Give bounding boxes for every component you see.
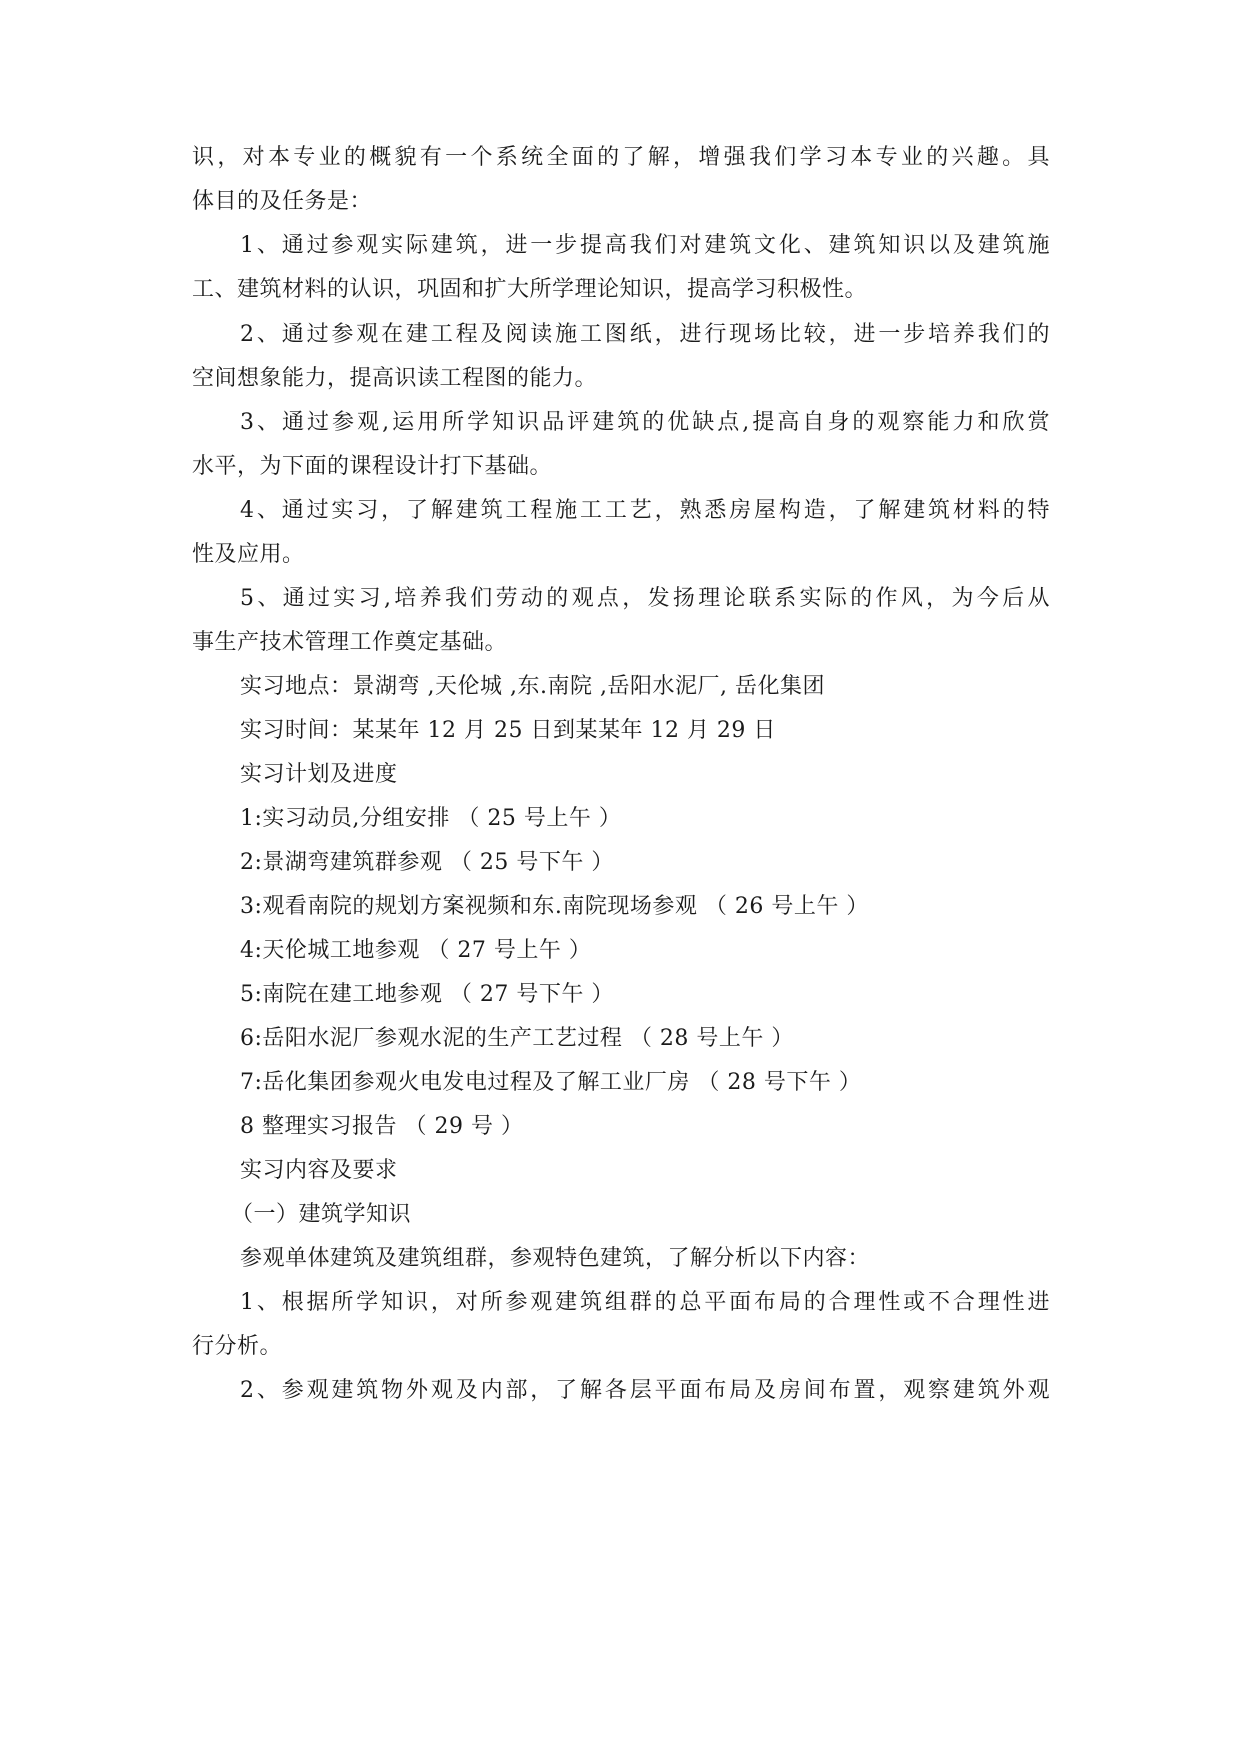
text-line: 空间想象能力，提高识读工程图的能力。: [192, 366, 598, 391]
list-item: 1:实习动员,分组安排 （ 25 号上午 ）: [240, 806, 622, 831]
text-line: 4、通过实习，了解建筑工程施工工艺，熟悉房屋构造，了解建筑材料的特: [240, 498, 1050, 523]
text-line: 体目的及任务是：: [192, 189, 373, 214]
list-item: 8 整理实习报告 （ 29 号 ）: [240, 1114, 524, 1139]
text-line: 1、根据所学知识，对所参观建筑组群的总平面布局的合理性或不合理性进: [240, 1290, 1050, 1315]
text-line: 1、通过参观实际建筑，进一步提高我们对建筑文化、建筑知识以及建筑施: [240, 233, 1050, 258]
text-line: 2、通过参观在建工程及阅读施工图纸，进行现场比较，进一步培养我们的: [240, 322, 1050, 347]
list-item: 5:南院在建工地参观 （ 27 号下午 ）: [240, 982, 614, 1007]
text-line: 识，对本专业的概貌有一个系统全面的了解，增强我们学习本专业的兴趣。具: [192, 145, 1050, 170]
list-item: 6:岳阳水泥厂参观水泥的生产工艺过程 （ 28 号上午 ）: [240, 1026, 794, 1051]
text-line: 事生产技术管理工作奠定基础。: [192, 630, 508, 655]
list-item: 7:岳化集团参观火电发电过程及了解工业厂房 （ 28 号下午 ）: [240, 1070, 862, 1095]
text-line: 行分析。: [192, 1334, 283, 1359]
subsection-heading: （一）建筑学知识: [231, 1202, 412, 1227]
list-item: 4:天伦城工地参观 （ 27 号上午 ）: [240, 938, 592, 963]
text-line: 工、建筑材料的认识，巩固和扩大所学理论知识，提高学习积极性。: [192, 277, 868, 302]
text-line: 2、参观建筑物外观及内部，了解各层平面布局及房间布置，观察建筑外观: [240, 1378, 1050, 1403]
text-line: 参观单体建筑及建筑组群，参观特色建筑，了解分析以下内容：: [240, 1246, 871, 1271]
list-item: 2:景湖弯建筑群参观 （ 25 号下午 ）: [240, 850, 614, 875]
text-line: 实习地点：景湖弯 ,天伦城 ,东.南院 ,岳阳水泥厂, 岳化集团: [240, 674, 825, 699]
text-line: 5、通过实习,培养我们劳动的观点，发扬理论联系实际的作风，为今后从: [240, 586, 1050, 611]
list-item: 3:观看南院的规划方案视频和东.南院现场参观 （ 26 号上午 ）: [240, 894, 869, 919]
text-line: 实习时间：某某年 12 月 25 日到某某年 12 月 29 日: [240, 718, 776, 743]
text-line: 3、通过参观,运用所学知识品评建筑的优缺点,提高自身的观察能力和欣赏: [240, 410, 1050, 435]
text-line: 性及应用。: [192, 542, 305, 567]
section-heading: 实习内容及要求: [240, 1158, 398, 1183]
text-line: 水平，为下面的课程设计打下基础。: [192, 454, 553, 479]
section-heading: 实习计划及进度: [240, 762, 398, 787]
